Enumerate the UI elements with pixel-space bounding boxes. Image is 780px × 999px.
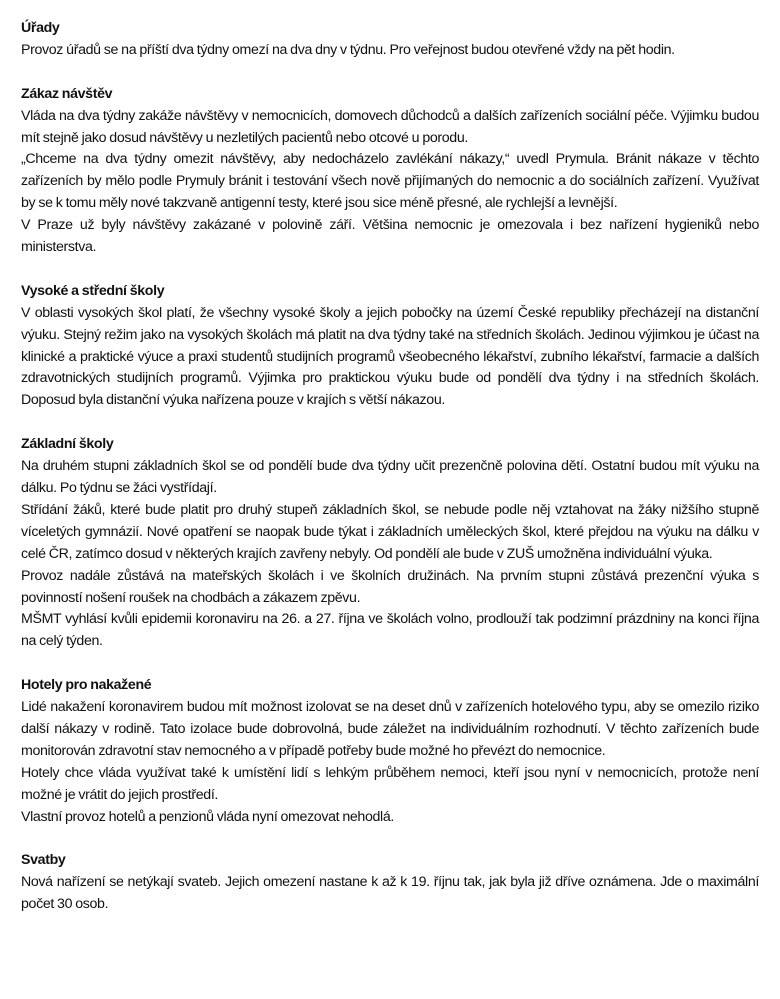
paragraph: Střídání žáků, které bude platit pro druhý stupeň základních škol, se nebude podle něj vztahovat na žáky nižšího stupně víceletých gymnázií. Nové opatření se naopak bude týkat i základních uměleckých škol, které přejdou na výuku na dálku v celé ČR, zatímco dosud v některých krajích zavřeny nebyly. Od pondělí ale bude v ZUŠ umožněna individuální výuka.	[21, 501, 759, 562]
section-vysoke-a-stredni-skoly	[21, 281, 759, 412]
section-heading: Úřady	[21, 20, 60, 36]
section-zakaz-navstev	[21, 84, 759, 259]
section-urady	[21, 18, 759, 62]
paragraph: Provoz nadále zůstává na mateřských školách i ve školních družinách. Na prvním stupni zůstává prezenční výuka s povinností nošení roušek na chodbách a zákazem zpěvu.	[21, 567, 759, 606]
paragraph: V Praze už byly návštěvy zakázané v polovině září. Většina nemocnic je omezovala i bez nařízení hygieniků nebo ministerstva.	[21, 217, 759, 256]
section-svatby	[21, 850, 759, 916]
paragraph: Vlastní provoz hotelů a penzionů vláda nyní omezovat nehodlá.	[21, 808, 394, 825]
section-heading: Vysoké a střední školy	[21, 282, 165, 299]
paragraph: MŠMT vyhlásí kvůli epidemii koronaviru na 26. a 27. října ve školách volno, prodlouží tak podzimní prázdniny na konci října na celý týden.	[21, 611, 759, 650]
paragraph: „Chceme na dva týdny omezit návštěvy, aby nedocházelo zavlékání nákazy,“ uvedl Prymula. Bránit nákaze v těchto zařízeních by mělo podle Prymuly bránit i testování všech nově přijímaných do nemocnic a do sociálních zařízení. Využívat by se k tomu měly nové takzvaně antigenní testy, které jsou sice méně přesné, ale rychlejší a levnější.	[21, 151, 759, 212]
paragraph: Provoz úřadů se na příští dva týdny omezí na dva dny v týdnu. Pro veřejnost budou otevřené vždy na pět hodin.	[21, 41, 675, 58]
paragraph: Nová nařízení se netýkají svateb. Jejich omezení nastane k až k 19. říjnu tak, jak byla již dříve oznámena. Jde o maximální počet 30 osob.	[21, 874, 759, 913]
paragraph: Hotely chce vláda využívat také k umístění lidí s lehkým průběhem nemoci, kteří jsou nyní v nemocnicích, protože není možné je vrátit do jejich prostředí.	[21, 764, 759, 803]
section-hotely-pro-nakazene	[21, 675, 759, 828]
paragraph: Lidé nakažení koronavirem budou mít možnost izolovat se na deset dnů v zařízeních hotelového typu, aby se omezilo riziko další nákazy v rodině. Tato izolace bude dobrovolná, bude záležet na individuálním rozhodnutí. V těchto zařízeních bude monitorován zdravotní stav nemocného a v případě potřeby bude možné ho převézt do nemocnice.	[21, 699, 759, 759]
paragraph: Na druhém stupni základních škol se od pondělí bude dva týdny učit prezenčně polovina dětí. Ostatní budou mít výuku na dálku. Po týdnu se žáci vystřídají.	[21, 458, 759, 496]
section-zakladni-skoly	[21, 434, 759, 653]
section-heading: Svatby	[21, 852, 66, 869]
section-heading: Základní školy	[21, 436, 114, 453]
paragraph: Vláda na dva týdny zakáže návštěvy v nemocnicích, domovech důchodců a dalších zařízeních sociální péče. Výjimku budou mít stejně jako dosud návštěvy u nezletilých pacientů nebo otcové u porodu.	[21, 107, 759, 146]
section-heading: Hotely pro nakažené	[21, 677, 152, 694]
paragraph: V oblasti vysokých škol platí, že všechny vysoké školy a jejich pobočky na území České republiky přecházejí na distanční výuku. Stejný režim jako na vysokých školách má platit na dva týdny také na středních školách. Jedinou výjimkou je účast na klinické a praktické výuce a praxi studentů studijních programů všeobecného lékařství, zubního lékařství, farmacie a dalších zdravotnických studijních programů. Výjimka pro praktickou výuku bude od pondělí dva týdny i na středních školách. Doposud byla distanční výuka nařízena pouze v krajích s větší nákazou.	[21, 304, 759, 409]
section-heading: Zákaz návštěv	[21, 85, 113, 102]
